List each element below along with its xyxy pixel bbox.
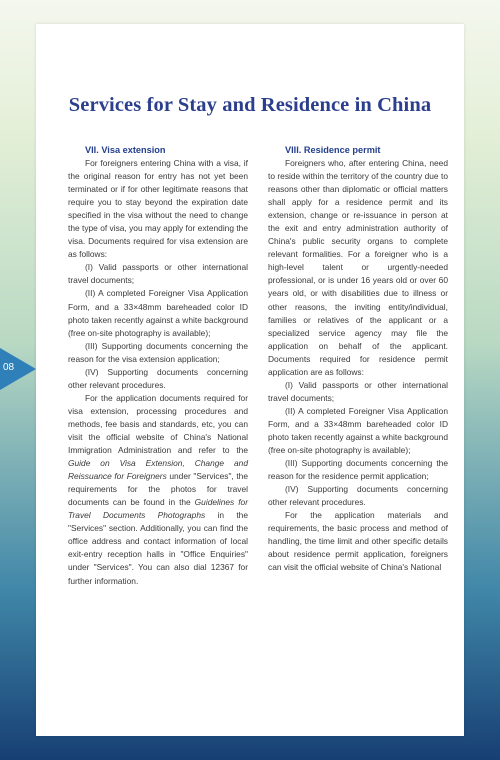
visa-extension-item-4: (IV) Supporting documents concerning other relevant procedures. [68, 366, 248, 390]
visa-extension-item-1: (I) Valid passports or other international travel documents; [68, 262, 248, 286]
residence-permit-item-4: (IV) Supporting documents concerning other relevant procedures. [268, 484, 448, 508]
visa-extension-intro: For foreigners entering China with a visa, if the original reason for entry has not yet been terminated or if for other legitimate reasons that require you to stay beyond the expiration date specified in the visa without the need to change the type of visa, you may apply for extending the visa. Documents required for visa extension are as follows: [68, 158, 248, 260]
residence-permit-intro: Foreigners who, after entering China, need to reside within the territory of the country due to reasons other than diplomatic or official matters shall apply for a residence permit and its extension, change or re-issuance in person at the exit and entry administration authority of China's public security organs to complete relevant formalities. For a foreigner who is a high-level talent or urgently-needed professional, or is under 16 years old or over 60 years old, or with disabilities due to illness or other reasons, the inviting entity/individual, families or relatives of the applicant or a specialized service agency may file the application on behalf of the applicant. Documents required for residence permit application are as follows: [268, 158, 448, 377]
visa-extension-heading: VII. Visa extension [85, 145, 166, 155]
residence-permit-item-2: (II) A completed Foreigner Visa Application Form, and a 33×48mm bareheaded color ID photo taken recently against a white background (free on-site photography is available); [268, 405, 448, 456]
page-title: Services for Stay and Residence in China [68, 94, 432, 116]
visa-extension-column [68, 144, 248, 588]
visa-extension-info [68, 392, 248, 588]
info-text-c: in the "Services" section. Additionally, you can find the office address and contact information of local exit-entry reception halls in "Office Enquiries" under "Services". You can also dial 12367 for further information. [68, 510, 248, 586]
visa-extension-item-3: (III) Supporting documents concerning the reason for the visa extension application; [68, 340, 248, 364]
guide-title: Guide on Visa Extension, Change and Reissuance for Foreigners [68, 458, 248, 482]
info-text-a: For the application documents required for visa extension, processing procedures and methods, fee basis and standards, etc, you can visit the official website of China's National Immigration Administration and refer to the [68, 392, 248, 456]
residence-permit-item-3: (III) Supporting documents concerning the reason for the residence permit application; [268, 458, 448, 482]
page-number: 08 [3, 362, 15, 373]
guidelines-title: Guidelines for Travel Documents Photographs [68, 497, 248, 521]
residence-permit-column [268, 144, 448, 575]
residence-permit-heading: VIII. Residence permit [285, 145, 381, 155]
visa-extension-item-2: (II) A completed Foreigner Visa Application Form, and a 33×48mm bareheaded color ID photo taken recently against a white background (free on-site photography is available); [68, 288, 248, 338]
info-text-b: under "Services", the requirements for the photos for travel documents can be found in the [68, 471, 249, 508]
residence-permit-item-1: (I) Valid passports or other international travel documents; [268, 379, 448, 403]
residence-permit-info: For the application materials and requirements, the basic process and method of handling, the time limit and other specific details about residence permit application, foreigners can visit the official website of China's National [268, 510, 448, 573]
document-page [36, 24, 464, 736]
